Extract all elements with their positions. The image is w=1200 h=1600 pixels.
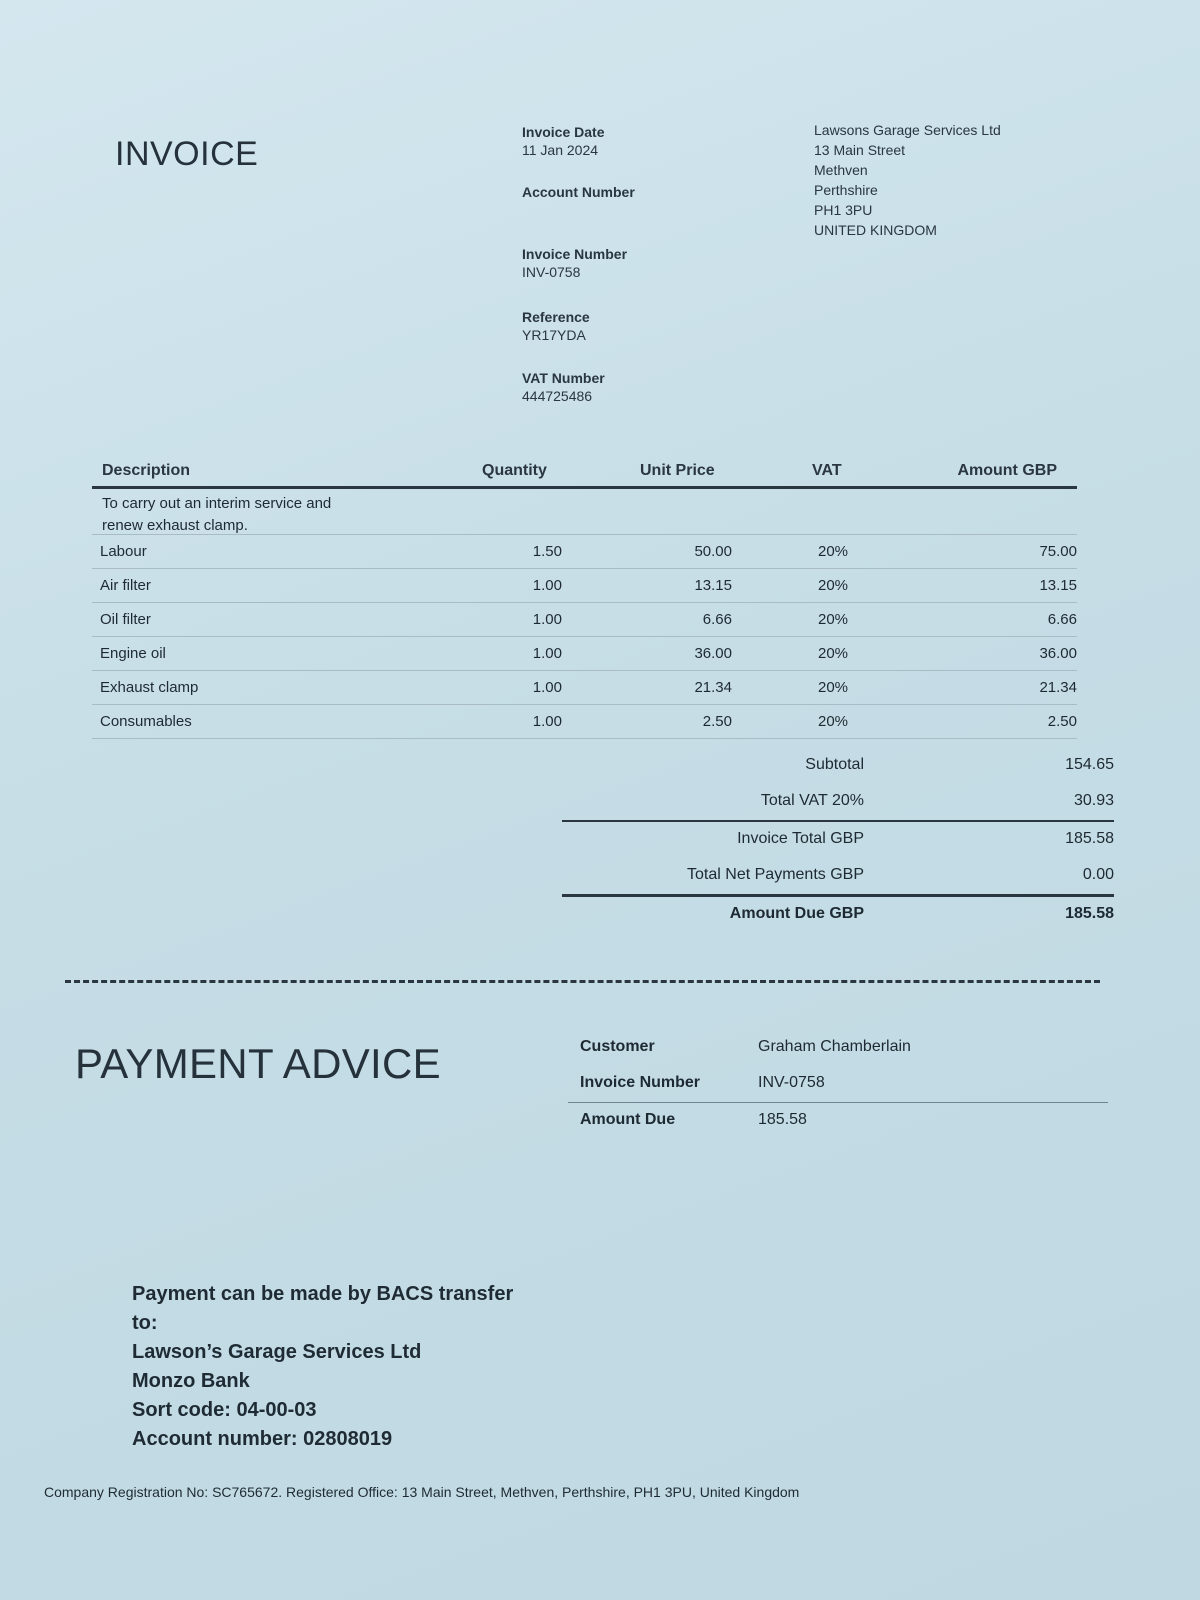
invoice-date-label: Invoice Date bbox=[522, 124, 605, 140]
invoice-number-value: INV-0758 bbox=[522, 264, 581, 280]
payment-advice-title: PAYMENT ADVICE bbox=[75, 1040, 441, 1087]
subtotal-value: 154.65 bbox=[1065, 756, 1114, 773]
row-unit-price: 50.00 bbox=[694, 543, 732, 560]
row-amount: 6.66 bbox=[1047, 611, 1077, 628]
row-amount: 13.15 bbox=[1039, 577, 1077, 594]
vat-number-label: VAT Number bbox=[522, 370, 605, 386]
advice-invoice-number-row bbox=[568, 1066, 1108, 1103]
totals-block bbox=[562, 748, 1114, 933]
row-vat: 20% bbox=[818, 679, 849, 696]
account-number-label: Account Number bbox=[522, 184, 635, 200]
advice-invoice-number-label: Invoice Number bbox=[580, 1074, 701, 1091]
table-header bbox=[92, 458, 1077, 489]
bacs-line: to: bbox=[132, 1312, 158, 1334]
row-quantity: 1.00 bbox=[532, 611, 562, 628]
advice-invoice-number-value: INV-0758 bbox=[758, 1074, 825, 1091]
advice-amount-due-row bbox=[568, 1103, 1108, 1139]
row-quantity: 1.00 bbox=[532, 577, 562, 594]
company-name: Lawsons Garage Services Ltd bbox=[814, 122, 1001, 138]
reference-label: Reference bbox=[522, 309, 590, 325]
header-description: Description bbox=[102, 462, 191, 479]
customer-label: Customer bbox=[580, 1038, 655, 1055]
header-vat: VAT bbox=[812, 462, 842, 479]
row-amount: 2.50 bbox=[1047, 713, 1077, 730]
bacs-line: Sort code: 04-00-03 bbox=[132, 1399, 317, 1421]
total-vat-row bbox=[562, 784, 1114, 820]
reference-value: YR17YDA bbox=[522, 327, 586, 343]
row-unit-price: 36.00 bbox=[694, 645, 732, 662]
advice-amount-due-value: 185.58 bbox=[758, 1111, 807, 1128]
header-unit-price: Unit Price bbox=[640, 462, 715, 479]
row-vat: 20% bbox=[818, 577, 849, 594]
bacs-instructions bbox=[132, 1280, 513, 1454]
row-amount: 21.34 bbox=[1039, 679, 1077, 696]
table-row bbox=[92, 671, 1077, 705]
row-amount: 75.00 bbox=[1039, 543, 1077, 560]
invoice-number-block bbox=[522, 246, 762, 280]
table-row bbox=[92, 637, 1077, 671]
invoice-total-value: 185.58 bbox=[1065, 830, 1114, 847]
row-description: Engine oil bbox=[100, 645, 166, 662]
invoice-number-label: Invoice Number bbox=[522, 246, 628, 262]
net-payments-value: 0.00 bbox=[1082, 866, 1114, 883]
row-description: Labour bbox=[100, 543, 147, 560]
row-quantity: 1.00 bbox=[532, 713, 562, 730]
table-row bbox=[92, 603, 1077, 637]
total-vat-label: Total VAT 20% bbox=[760, 792, 864, 809]
invoice-date-value: 11 Jan 2024 bbox=[522, 142, 599, 158]
account-number-block bbox=[522, 184, 762, 200]
row-vat: 20% bbox=[818, 645, 849, 662]
company-county: Perthshire bbox=[814, 182, 878, 198]
amount-due-value: 185.58 bbox=[1065, 905, 1114, 922]
amount-due-row bbox=[562, 894, 1114, 933]
line-items-table bbox=[92, 458, 1077, 739]
row-unit-price: 13.15 bbox=[694, 577, 732, 594]
row-amount: 36.00 bbox=[1039, 645, 1077, 662]
header-amount: Amount GBP bbox=[957, 462, 1057, 479]
row-unit-price: 6.66 bbox=[702, 611, 732, 628]
row-description: Oil filter bbox=[100, 611, 151, 628]
amount-due-label: Amount Due GBP bbox=[729, 905, 864, 922]
bacs-line: Lawson’s Garage Services Ltd bbox=[132, 1341, 422, 1363]
table-row bbox=[92, 569, 1077, 603]
payment-advice-details bbox=[568, 1030, 1108, 1139]
customer-row bbox=[568, 1030, 1108, 1066]
tear-off-divider bbox=[65, 980, 1100, 983]
invoice-title: INVOICE bbox=[115, 135, 259, 173]
row-unit-price: 2.50 bbox=[702, 713, 732, 730]
header-quantity: Quantity bbox=[482, 462, 547, 479]
company-town: Methven bbox=[814, 162, 868, 178]
bacs-line: Account number: 02808019 bbox=[132, 1428, 393, 1450]
reference-block bbox=[522, 309, 762, 343]
company-address bbox=[814, 120, 1001, 240]
vat-number-block bbox=[522, 370, 762, 404]
subtotal-row bbox=[562, 748, 1114, 784]
table-row bbox=[92, 705, 1077, 739]
row-quantity: 1.00 bbox=[532, 645, 562, 662]
vat-number-value: 444725486 bbox=[522, 388, 593, 404]
service-description-line-1: To carry out an interim service and bbox=[102, 495, 332, 512]
net-payments-label: Total Net Payments GBP bbox=[687, 866, 864, 883]
row-unit-price: 21.34 bbox=[694, 679, 732, 696]
bacs-line: Monzo Bank bbox=[132, 1370, 250, 1392]
row-description: Exhaust clamp bbox=[100, 679, 199, 696]
row-quantity: 1.00 bbox=[532, 679, 562, 696]
company-postcode: PH1 3PU bbox=[814, 202, 873, 218]
company-street: 13 Main Street bbox=[814, 142, 906, 158]
net-payments-row bbox=[562, 858, 1114, 894]
advice-amount-due-label: Amount Due bbox=[580, 1111, 676, 1128]
row-vat: 20% bbox=[818, 611, 849, 628]
company-registration-footer: Company Registration No: SC765672. Registered Office: 13 Main Street, Methven, Perthshire, PH1 3PU, United Kingdom bbox=[44, 1484, 800, 1500]
subtotal-label: Subtotal bbox=[805, 756, 864, 773]
row-description: Air filter bbox=[100, 577, 151, 594]
customer-value: Graham Chamberlain bbox=[758, 1038, 911, 1055]
bacs-line: Payment can be made by BACS transfer bbox=[132, 1283, 514, 1305]
row-description: Consumables bbox=[100, 713, 192, 730]
invoice-date-block bbox=[522, 124, 762, 158]
service-description-line-2: renew exhaust clamp. bbox=[102, 517, 248, 534]
row-vat: 20% bbox=[818, 543, 849, 560]
row-quantity: 1.50 bbox=[532, 543, 562, 560]
total-vat-value: 30.93 bbox=[1073, 792, 1114, 809]
invoice-total-row bbox=[562, 820, 1114, 858]
service-description bbox=[92, 489, 1077, 535]
company-country: UNITED KINGDOM bbox=[814, 222, 937, 238]
row-vat: 20% bbox=[818, 713, 849, 730]
table-row bbox=[92, 535, 1077, 569]
invoice-total-label: Invoice Total GBP bbox=[737, 830, 864, 847]
